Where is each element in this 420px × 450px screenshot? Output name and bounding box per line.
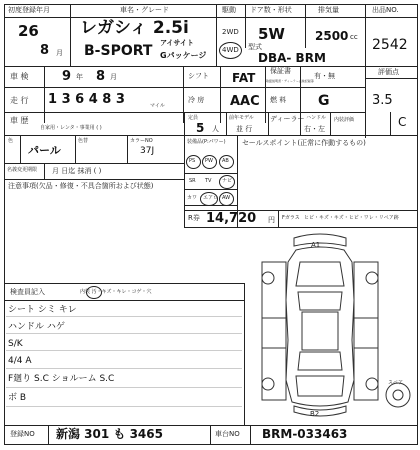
meiki-text: 月 日迄 抹消 ( ) xyxy=(52,167,102,175)
displacement-unit: cc xyxy=(350,33,358,41)
drive-4wd: 4WD xyxy=(222,46,239,54)
recycle-unit: 円 xyxy=(268,216,275,224)
displacement: 2500 xyxy=(315,29,349,43)
car-trunk xyxy=(296,376,344,396)
ac-value: AAC xyxy=(230,94,260,109)
interior-label: 内装評価 xyxy=(334,117,355,123)
diagram-mark-b2: B2 xyxy=(310,410,320,418)
shift-label: シフト xyxy=(188,72,209,80)
shaken-year-unit: 年 xyxy=(76,73,83,81)
dealer-label: ディーラー xyxy=(270,115,305,123)
car-rear-window xyxy=(298,352,342,370)
car-roof xyxy=(302,312,338,350)
prev-model-sub: 並 行 xyxy=(236,125,253,133)
equipment-aw: AW xyxy=(222,195,231,201)
rating-value: 3.5 xyxy=(372,93,393,108)
mileage-value: 1 3 6 4 8 3 xyxy=(48,92,125,107)
selling-points-label: セールスポイント(正常に作動するもの) xyxy=(242,139,366,147)
chassis-label: 車台NO xyxy=(215,430,240,438)
car-name: レガシィ 2.5i xyxy=(80,18,189,38)
reg-no-value: 新潟 301 も 3465 xyxy=(56,427,163,441)
color-no-value: 37J xyxy=(140,146,155,156)
door-count: 5W xyxy=(258,25,285,43)
shaken-year: 9 xyxy=(62,69,72,84)
prev-model-label: 前年モデル xyxy=(229,115,254,121)
mileage-unit: マイル xyxy=(150,103,165,109)
inspection-note: 4/4 A xyxy=(8,356,32,366)
car-left-side xyxy=(262,262,286,400)
car-windshield xyxy=(298,292,342,310)
model-label: 型式 xyxy=(248,43,262,51)
inspection-label: 検査員記入 xyxy=(10,288,45,296)
ac-label: 冷 房 xyxy=(188,96,205,104)
spare-label: スペア xyxy=(388,380,404,386)
capacity-value: 5 xyxy=(196,121,205,135)
shift-value: FAT xyxy=(232,71,256,85)
equipment-sr: SR xyxy=(189,178,196,184)
drive-2wd: 2WD xyxy=(222,28,239,36)
equipment-label: 装備品(P:パワー) xyxy=(187,139,226,145)
grade-sub2: Gパッケージ xyxy=(160,51,207,60)
lot-label: 出品NO. xyxy=(372,6,399,14)
displacement-label: 排気量 xyxy=(318,6,339,14)
warranty-sub: 取扱説明書・ディーラー点検記録簿 xyxy=(266,79,314,83)
equipment-aero: エアロ xyxy=(203,195,219,201)
color-change-label: 色替 xyxy=(78,138,89,144)
color-value: パール xyxy=(28,144,61,157)
reg-month-unit: 月 xyxy=(56,49,63,57)
diagram-mark-a1: A1 xyxy=(311,241,321,249)
equipment-tv: TV xyxy=(205,178,212,184)
inspection-options: 内装 汚・キズ・キレ・コゲ・穴 xyxy=(80,289,152,295)
steering-value: 右・左 xyxy=(304,125,325,133)
wheel-rear-left xyxy=(262,378,274,390)
wheel-front-right xyxy=(366,272,378,284)
capacity-label: 定員 xyxy=(188,115,199,121)
color-no-label: カラーNO xyxy=(130,138,153,144)
reg-month: 8 xyxy=(40,43,50,58)
fuel-label: 燃 料 xyxy=(270,96,287,104)
drive-label: 駆動 xyxy=(222,6,236,14)
equipment-leather: カワ xyxy=(187,195,198,201)
shaken-month-unit: 月 xyxy=(110,73,117,81)
inspection-note: F廻り S.C ショルーム S.C xyxy=(8,374,115,384)
recycle-value: 14,720 xyxy=(206,211,257,226)
history-label: 車 歴 xyxy=(10,116,29,125)
spare-tire-icon xyxy=(386,380,410,407)
equipment-pw: PW xyxy=(205,158,213,164)
fglass-label: Fガラス xyxy=(282,215,300,221)
meiki-label: 名義変更期限 xyxy=(7,167,38,173)
door-label: ドア数・形状 xyxy=(250,6,292,14)
reg-no-label: 登録NO xyxy=(10,430,35,438)
lot-number: 2542 xyxy=(372,37,408,53)
inspection-note: ハンドル ハゲ xyxy=(8,322,65,332)
car-hood xyxy=(296,262,344,286)
notes-label: 注意事項(欠品・修復・不具合箇所および状態) xyxy=(8,182,154,190)
warranty-options: 有・無 xyxy=(314,72,335,80)
history-sub: 自家用・レンタ・事業用 ( ) xyxy=(40,125,102,131)
shaken-label: 車 検 xyxy=(10,72,29,81)
inspection-note: ボ B xyxy=(8,393,27,403)
equipment-navi: ナビ xyxy=(222,178,233,184)
equipment-ab: AB xyxy=(222,158,229,164)
car-name-label: 車名・グレード xyxy=(120,6,169,14)
chassis-value: BRM-033463 xyxy=(262,427,348,441)
mileage-label: 走 行 xyxy=(10,96,29,105)
equipment-ps: PS xyxy=(189,158,196,164)
color-label: 色 xyxy=(8,138,14,144)
grade-main: B-SPORT xyxy=(84,43,153,59)
wheel-rear-right xyxy=(366,378,378,390)
first-reg-label: 初度登録年月 xyxy=(8,6,50,14)
recycle-label: R券 xyxy=(188,214,200,222)
inspection-note: S/K xyxy=(8,339,23,349)
wheel-front-left xyxy=(262,272,274,284)
car-right-side xyxy=(354,262,378,400)
capacity-unit: 人 xyxy=(212,125,219,133)
interior-value: C xyxy=(398,115,407,129)
steering-label: ハンドル xyxy=(306,115,327,121)
fglass-options: ヒビ・キズ・キズ・ヒビ・ワレ・リペア跡 xyxy=(304,215,399,221)
warranty-label: 保証書 xyxy=(270,67,291,75)
model-code: DBA- BRM xyxy=(258,51,326,65)
grade-sub1: アイサイト xyxy=(160,39,194,47)
rating-label: 評価点 xyxy=(378,68,399,76)
shaken-month: 8 xyxy=(96,69,106,84)
inspection-note: シート シミ キレ xyxy=(8,305,77,315)
reg-year: 26 xyxy=(18,22,39,40)
car-rear-bumper xyxy=(294,406,346,416)
fuel-value: G xyxy=(318,93,330,109)
